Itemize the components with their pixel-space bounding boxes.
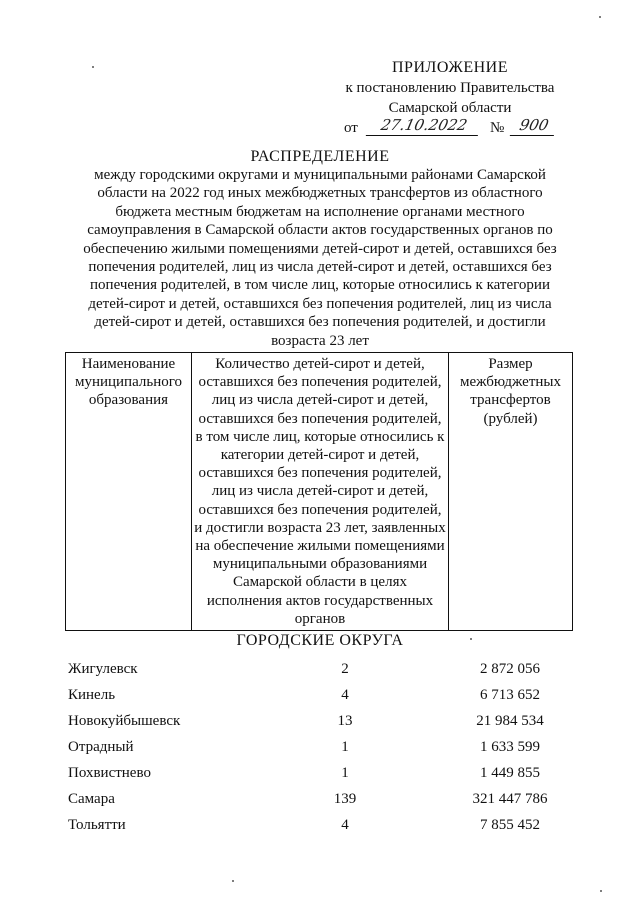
row-name: Похвистнево [68, 765, 151, 781]
row-name: Кинель [68, 687, 116, 703]
table-row [0, 708, 640, 734]
table-row [0, 760, 640, 786]
date-prefix: от [344, 120, 358, 136]
number-prefix: № [490, 120, 505, 136]
table-row [0, 656, 640, 682]
row-count: 139 [333, 791, 357, 807]
scan-speck [470, 638, 472, 640]
handwritten-number: 900 [510, 115, 558, 136]
row-amount: 6 713 652 [480, 687, 540, 703]
scan-speck [599, 16, 601, 18]
table-row [0, 812, 640, 838]
row-amount: 1 449 855 [480, 765, 540, 781]
row-amount: 21 984 534 [476, 713, 544, 729]
appendix-line-region: Самарской области [388, 100, 512, 116]
table-row [0, 786, 640, 812]
document-heading: РАСПРЕДЕЛЕНИЕ [250, 148, 390, 165]
scan-speck [600, 890, 602, 892]
row-name: Жигулевск [68, 661, 138, 677]
scan-speck [92, 66, 94, 68]
row-name: Новокуйбышевск [68, 713, 181, 729]
row-amount: 7 855 452 [480, 817, 540, 833]
row-count: 1 [341, 765, 349, 781]
document-subheading: между городскими округами и муниципальными районами Самарской области на 2022 год иных межбюджетных трансфертов из областного бюджета местным бюджетам на исполнение органами местного самоуправления в Самарской области актов государственных органов по обеспечению жилыми помещениями детей-сирот и детей, оставшихся без попечения родителей, лиц из числа детей-сирот и детей, оставшихся без попечения родителей, в том числе лиц, которые относились к категории детей-сирот и детей, оставшихся без попечения родителей, лиц из числа детей-сирот и детей, оставшихся без попечения родителей, и достигли возраста 23 лет [83, 167, 557, 349]
row-count: 4 [341, 687, 349, 703]
table-row [0, 682, 640, 708]
row-amount: 2 872 056 [480, 661, 540, 677]
row-name: Тольятти [68, 817, 126, 833]
row-count: 13 [337, 713, 353, 729]
table-header [65, 352, 573, 631]
scan-speck [232, 880, 234, 882]
appendix-line-resolution: к постановлению Правительства [345, 80, 555, 96]
header-col-count: Количество детей-сирот и детей, оставшихся без попечения родителей, лиц из числа детей-сирот и детей, оставшихся без попечения родителей, в том числе лиц, которые относились к категории детей-сирот и детей, оставшихся без попечения родителей, лиц из числа детей-сирот и детей, оставшихся без попечения родителей, и достигли возраста 23 лет, заявленных на обеспечение жилыми помещениями муниципальными образованиями Самарской области в целях исполнения актов государственных органов [191, 353, 448, 631]
row-name: Самара [68, 791, 115, 807]
data-rows [0, 656, 640, 838]
handwritten-date: 27.10.2022 [366, 115, 482, 136]
row-count: 2 [341, 661, 349, 677]
row-count: 1 [341, 739, 349, 755]
table-header-row [66, 353, 573, 631]
row-name: Отрадный [68, 739, 134, 755]
header-col-name: Наименование муниципального образования [66, 353, 192, 631]
row-count: 4 [341, 817, 349, 833]
row-amount: 1 633 599 [480, 739, 540, 755]
row-amount: 321 447 786 [472, 791, 548, 807]
section-title: ГОРОДСКИЕ ОКРУГА [236, 632, 404, 649]
table-row [0, 734, 640, 760]
signature-line [330, 118, 570, 140]
appendix-title: ПРИЛОЖЕНИЕ [391, 59, 508, 76]
header-col-amount: Размер межбюджетных трансфертов (рублей) [449, 353, 573, 631]
appendix-block [330, 58, 570, 140]
